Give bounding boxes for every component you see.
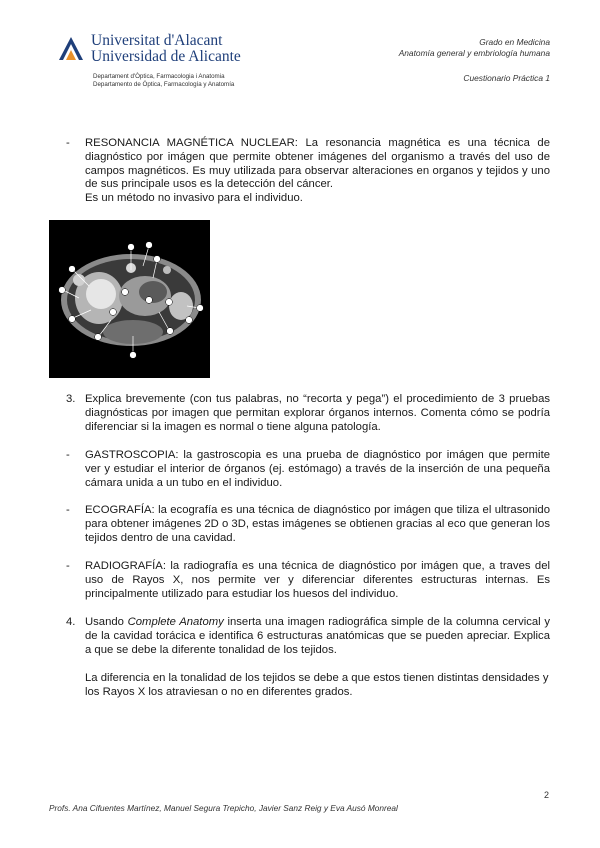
university-name-es: Universidad de Alicante <box>91 48 241 65</box>
bullet-marker: - <box>66 504 70 516</box>
university-logo <box>57 34 297 96</box>
bullet-marker: - <box>66 560 70 572</box>
question-4-body: inserta una imagen radiográfica simple de la columna cervical y de la cavidad torácica e identifica 6 estructuras anatómicas que se pueden apreciar. Explica a que se debe la diferente tonalidad de los tejidos. <box>85 616 550 656</box>
footer-authors: Profs. Ana Cifuentes Martínez, Manuel Segura Trepicho, Javier Sanz Reig y Eva Ausó Monreal <box>49 803 398 813</box>
department-name-ca: Departament d'Òptica, Farmacologia i Anatomia <box>93 73 225 80</box>
university-name-ca: Universitat d'Alacant <box>91 32 223 49</box>
radiography-description: RADIOGRAFÍA: la radiografía es una técnica de diagnóstico por imágen que, a traves del uso de Rayos X, nos permite ver y diferenciar diferentes estructuras internas. Es principalmente utilizado para estudiar los huesos del individuo. <box>85 560 550 600</box>
department-name-es: Departamento de Óptica, Farmacología y Anatomía <box>93 81 235 88</box>
document-title: Cuestionario Práctica 1 <box>463 73 550 83</box>
question-4-intro: Usando <box>85 616 128 628</box>
complete-anatomy-app-name: Complete Anatomy <box>127 616 224 628</box>
question-4-number: 4. <box>66 616 76 628</box>
question-3-number: 3. <box>66 393 76 405</box>
question-4-text <box>85 616 550 657</box>
course-name: Anatomía general y embriología humana <box>398 48 550 58</box>
question-4-answer: La diferencia en la tonalidad de los tejidos se debe a que estos tienen distintas densidades y los Rayos X los atraviesan o no en diferentes grados. <box>85 672 549 698</box>
ultrasound-description: ECOGRAFÍA: la ecografía es una técnica de diagnóstico por imágen que tiliza el ultrasonido para obtener imágenes 2D o 3D, estas imágenes se obtienen gracias al eco que generan los tejidos dentro de una cavidad. <box>85 504 550 544</box>
mri-note: Es un método no invasivo para el individuo. <box>85 192 303 204</box>
question-3-text: Explica brevemente (con tus palabras, no “recorta y pega”) el procedimiento de 3 pruebas diagnósticas por imagen que permitan explorar órganos internos. Comenta cómo se podría diferenciar si la imagen es normal o tiene alguna patología. <box>85 393 550 433</box>
university-emblem-icon <box>57 34 85 64</box>
mri-scan-image <box>49 220 210 378</box>
bullet-marker: - <box>66 137 70 149</box>
degree-name: Grado en Medicina <box>479 37 550 47</box>
mri-cross-section-illustration <box>49 220 210 378</box>
bullet-marker: - <box>66 449 70 461</box>
page-number: 2 <box>543 790 549 800</box>
gastroscopy-description: GASTROSCOPIA: la gastroscopia es una prueba de diagnóstico por imágen que permite ver y estudiar el interior de órganos (ej. estómago) a través de la inserción de una pequeña cámara unida a un tubo en el individuo. <box>85 449 550 489</box>
mri-description: RESONANCIA MAGNÉTICA NUCLEAR: La resonancia magnética es una técnica de diagnóstico por imágen que permite obtener imágenes del organismo a través del uso de campos magnéticos. Es muy utilizada para observar alteraciones en organos y tejidos y uno de sus principale usos es la detección del cáncer. <box>85 137 550 191</box>
